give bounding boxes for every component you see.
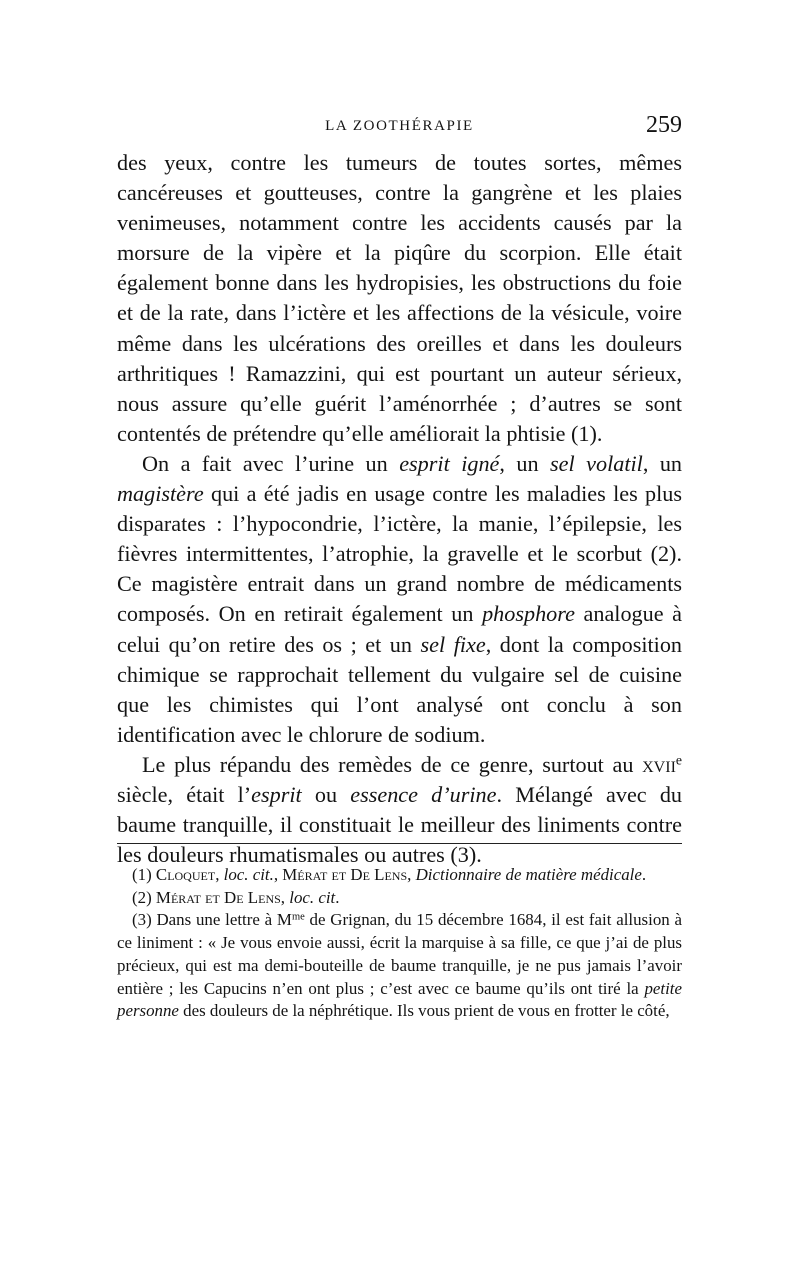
paragraph-3: Le plus répandu des remèdes de ce genre, surtout au xvii$^e$ siècle, était l’esprit ou essence d’urine. Mélangé avec du baume tranquille, il constituait le meilleur des liniments contre les douleurs rhumatismales ou autres (3). xyxy=(117,751,683,868)
running-title: LA ZOOTHÉRAPIE xyxy=(325,118,474,134)
page-number: 259 xyxy=(646,112,682,138)
century-numeral: xvii xyxy=(642,751,676,777)
term-sel-volatil: sel volatil xyxy=(550,450,643,476)
footnote-1: (1) Cloquet, loc. cit., Mérat et De Lens, Dictionnaire de matière médicale. xyxy=(132,865,647,884)
footnote-rule xyxy=(117,843,682,844)
main-text xyxy=(117,148,682,870)
term-sel-fixe: sel fixe xyxy=(420,631,486,657)
paragraph-1 xyxy=(117,148,682,449)
madame-superscript: me xyxy=(291,911,305,923)
footnotes xyxy=(117,864,682,1023)
paragraph-2: On a fait avec l’urine un esprit igné, un sel volatil, un magistère qui a été jadis en usage contre les maladies les plus disparates : l’hypocondrie, l’ictère, la manie, l’épilepsie, les fièvres intermittentes, l’atrophie, la gravelle et le scorbut (2). Ce magistère entrait dans un grand nombre de médicaments composés. On en retirait également un phosphore analogue à celui qu’on retire des os ; et un sel fixe, dont la composition chimique se rapprochait tellement du vulgaire sel de cuisine que les chimistes qui l’ont analysé ont conclu à son identification avec le chlorure de sodium. xyxy=(117,450,683,747)
footnote-2: (2) Mérat et De Lens, loc. cit. xyxy=(132,887,340,907)
term-magistere: magistère xyxy=(117,481,204,507)
running-header xyxy=(117,112,682,142)
author-cloquet: Cloquet xyxy=(155,865,216,884)
term-phosphore: phosphore xyxy=(482,601,575,627)
term-petite-personne: petite personne xyxy=(117,978,682,1021)
footnote-3: (3) Dans une lettre à $M^{me}$ de Grignan, du 15 décembre 1684, il est fait allusion à ce liniment : « Je vous envoie aussi, écrit la marquise à sa fille, ce que j’ai de plus précieux, qui est ma demi-bouteille de baume tranquille, je ne pus jamais l’avoir entière ; les Capucins n’en ont plus ; c’est avec ce baume qu’ils ont tiré la petite personne des douleurs de la néphrétique. Ils vous prient de vous en frotter le côté, xyxy=(117,910,682,1021)
author-merat-de-lens: Mérat et De Lens xyxy=(282,865,408,884)
p1-text: des yeux, contre les tumeurs de toutes sortes, mêmes cancéreuses et goutteuses, contre la gangrène et les plaies venimeuses, notamment contre les accidents causés par la morsure de la vipère et la piqûre du scorpion. Elle était également bonne dans les hydropisies, les obstructions du foie et de la rate, dans l’ictère et les affections de la vésicule, voire même dans les ulcérations des oreilles et dans les douleurs arthritiques ! Ramazzini, qui est pourtant un auteur sérieux, nous assure qu’elle guérit l’aménorrhée ; d’autres se sont contentés de prétendre qu’elle améliorait la phtisie (1). xyxy=(117,150,682,446)
term-essence-durine: essence d’urine xyxy=(350,781,497,807)
term-esprit: esprit xyxy=(251,781,302,807)
book-title: Dictionnaire de matière médicale xyxy=(415,865,642,884)
century-superscript: e xyxy=(675,752,682,768)
term-esprit-igne: esprit igné xyxy=(399,450,500,476)
author-merat-de-lens: Mérat et De Lens xyxy=(155,887,281,907)
